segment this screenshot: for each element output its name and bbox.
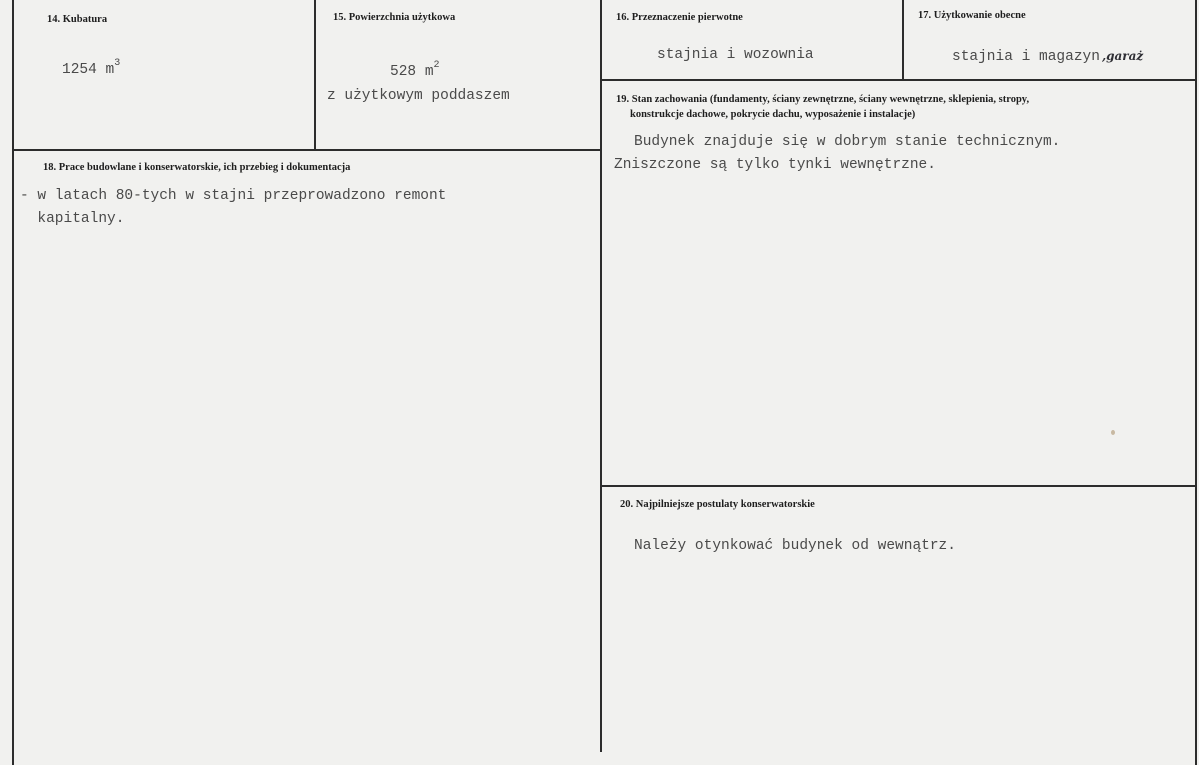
divider [12, 0, 14, 765]
divider [314, 0, 316, 150]
field-19-label-line: konstrukcje dachowe, pokrycie dachu, wyposażenie i instalacje) [630, 109, 916, 120]
area-value: 528 [390, 63, 417, 80]
field-14-label: 14. Kubatura [47, 14, 108, 25]
field-15-label: 15. Powierzchnia użytkowa [333, 12, 456, 23]
field-18-line: kapitalny. [20, 211, 125, 227]
divider [600, 485, 1197, 487]
cubature-unit-exponent: 3 [114, 58, 121, 69]
field-18-label: 18. Prace budowlane i konserwatorskie, ich przebieg i dokumentacja [43, 162, 351, 173]
field-17-label: 17. Użytkowanie obecne [918, 10, 1026, 21]
cubature-unit: m [105, 61, 115, 78]
field-15-value [390, 62, 440, 80]
field-19-line: Zniszczone są tylko tynki wewnętrzne. [614, 157, 936, 173]
divider [600, 0, 602, 752]
divider [600, 79, 1197, 81]
field-19-label [616, 92, 1029, 122]
field-19-text [614, 131, 1060, 177]
field-16-label: 16. Przeznaczenie pierwotne [616, 12, 743, 23]
divider [1195, 0, 1197, 765]
field-17-value [952, 49, 1143, 65]
field-14-value [62, 60, 120, 78]
area-unit: m [424, 63, 434, 80]
handwritten-annotation: ,garaż [1101, 49, 1144, 63]
divider [902, 0, 904, 80]
field-18-text [20, 185, 446, 231]
field-20-label: 20. Najpilniejsze postulaty konserwatorskie [620, 499, 815, 510]
field-19-line: Budynek znajduje się w dobrym stanie technicznym. [634, 134, 1061, 150]
divider [12, 149, 602, 151]
field-16-value: stajnia i wozownia [657, 47, 814, 63]
paper-speck [1111, 430, 1115, 435]
field-15-note: z użytkowym poddaszem [327, 88, 510, 104]
cubature-value: 1254 [62, 61, 97, 78]
field-18-line: - w latach 80-tych w stajni przeprowadzono remont [20, 188, 447, 204]
field-20-value: Należy otynkować budynek od wewnątrz. [634, 538, 956, 554]
area-unit-exponent: 2 [433, 60, 440, 71]
current-use-typed: stajnia i magazyn [952, 49, 1100, 65]
field-19-label-line: 19. Stan zachowania (fundamenty, ściany zewnętrzne, ściany wewnętrzne, sklepienia, stropy, [616, 94, 1030, 105]
